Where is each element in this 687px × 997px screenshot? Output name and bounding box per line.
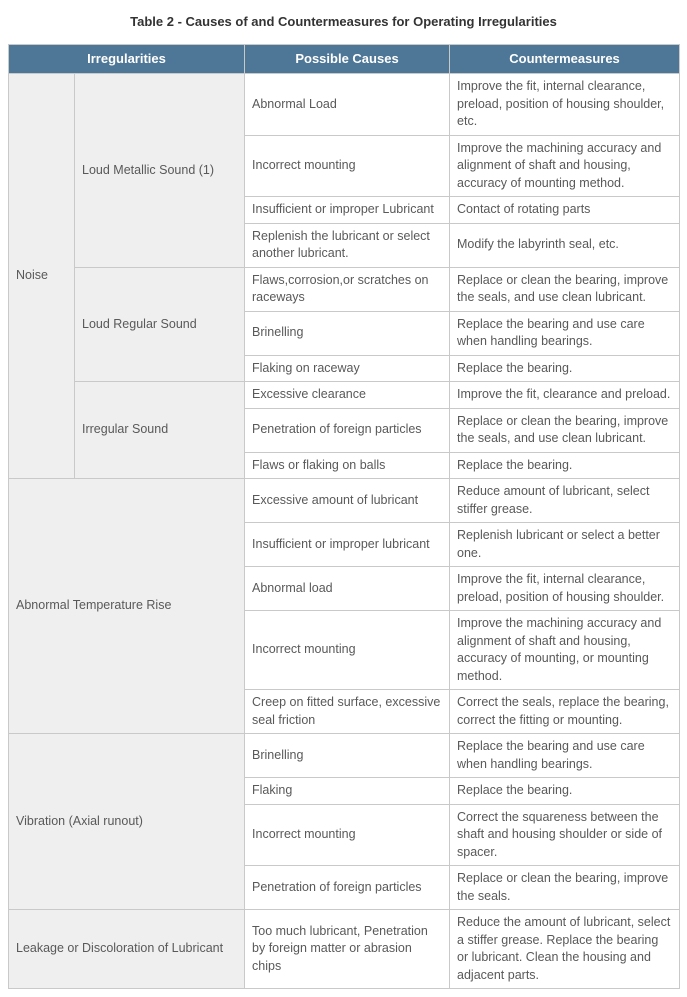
subgroup-cell: Irregular Sound [75, 382, 245, 479]
table-title: Table 2 - Causes of and Countermeasures for Operating Irregularities [130, 14, 557, 29]
countermeasure-cell: Reduce the amount of lubricant, select a stiffer grease. Replace the bearing or lubricant. Clean the housing and adjacent parts. [450, 910, 680, 989]
irregularity-cell: Abnormal Temperature Rise [9, 479, 245, 734]
countermeasure-cell: Replace the bearing. [450, 452, 680, 479]
table-row [9, 74, 680, 136]
countermeasure-cell: Improve the machining accuracy and alignment of shaft and housing, accuracy of mounting, or mounting method. [450, 611, 680, 690]
cause-cell: Abnormal Load [245, 74, 450, 136]
countermeasure-cell: Contact of rotating parts [450, 197, 680, 224]
countermeasure-cell: Reduce amount of lubricant, select stiffer grease. [450, 479, 680, 523]
column-header-countermeasures: Countermeasures [450, 45, 680, 74]
cause-cell: Penetration of foreign particles [245, 408, 450, 452]
cause-cell: Excessive clearance [245, 382, 450, 409]
cause-cell: Creep on fitted surface, excessive seal friction [245, 690, 450, 734]
irregularity-cell: Noise [9, 74, 75, 479]
irregularities-table [8, 44, 680, 989]
table-row [9, 734, 680, 778]
table-row [9, 910, 680, 989]
cause-cell: Brinelling [245, 311, 450, 355]
subgroup-cell: Loud Regular Sound [75, 267, 245, 382]
cause-cell: Flaking [245, 778, 450, 805]
column-header-possible-causes: Possible Causes [245, 45, 450, 74]
cause-cell: Flaking on raceway [245, 355, 450, 382]
irregularity-cell: Leakage or Discoloration of Lubricant [9, 910, 245, 989]
cause-cell: Too much lubricant, Penetration by foreign matter or abrasion chips [245, 910, 450, 989]
countermeasure-cell: Replace or clean the bearing, improve the seals. [450, 866, 680, 910]
table-row [9, 267, 680, 311]
countermeasure-cell: Improve the machining accuracy and alignment of shaft and housing, accuracy of mounting method. [450, 135, 680, 197]
countermeasure-cell: Correct the seals, replace the bearing, correct the fitting or mounting. [450, 690, 680, 734]
countermeasure-cell: Replace the bearing and use care when handling bearings. [450, 311, 680, 355]
countermeasure-cell: Replenish lubricant or select a better one. [450, 523, 680, 567]
countermeasure-cell: Replace or clean the bearing, improve the seals, and use clean lubricant. [450, 267, 680, 311]
countermeasure-cell: Improve the fit, clearance and preload. [450, 382, 680, 409]
header-row [9, 45, 680, 74]
cause-cell: Excessive amount of lubricant [245, 479, 450, 523]
cause-cell: Replenish the lubricant or select another lubricant. [245, 223, 450, 267]
cause-cell: Flaws,corrosion,or scratches on raceways [245, 267, 450, 311]
subgroup-cell: Loud Metallic Sound (1) [75, 74, 245, 268]
countermeasure-cell: Improve the fit, internal clearance, preload, position of housing shoulder, etc. [450, 74, 680, 136]
column-header-irregularities: Irregularities [9, 45, 245, 74]
countermeasure-cell: Replace the bearing and use care when handling bearings. [450, 734, 680, 778]
table-row [9, 382, 680, 409]
table-row [9, 479, 680, 523]
cause-cell: Incorrect mounting [245, 135, 450, 197]
table-header [9, 45, 680, 74]
cause-cell: Insufficient or improper Lubricant [245, 197, 450, 224]
countermeasure-cell: Replace the bearing. [450, 355, 680, 382]
countermeasure-cell: Correct the squareness between the shaft and housing shoulder or side of spacer. [450, 804, 680, 866]
cause-cell: Abnormal load [245, 567, 450, 611]
countermeasure-cell: Replace the bearing. [450, 778, 680, 805]
cause-cell: Flaws or flaking on balls [245, 452, 450, 479]
cause-cell: Incorrect mounting [245, 611, 450, 690]
cause-cell: Penetration of foreign particles [245, 866, 450, 910]
cause-cell: Incorrect mounting [245, 804, 450, 866]
cause-cell: Brinelling [245, 734, 450, 778]
countermeasure-cell: Modify the labyrinth seal, etc. [450, 223, 680, 267]
countermeasure-cell: Replace or clean the bearing, improve the seals, and use clean lubricant. [450, 408, 680, 452]
table-body [9, 74, 680, 989]
countermeasure-cell: Improve the fit, internal clearance, preload, position of housing shoulder. [450, 567, 680, 611]
cause-cell: Insufficient or improper lubricant [245, 523, 450, 567]
irregularity-cell: Vibration (Axial runout) [9, 734, 245, 910]
